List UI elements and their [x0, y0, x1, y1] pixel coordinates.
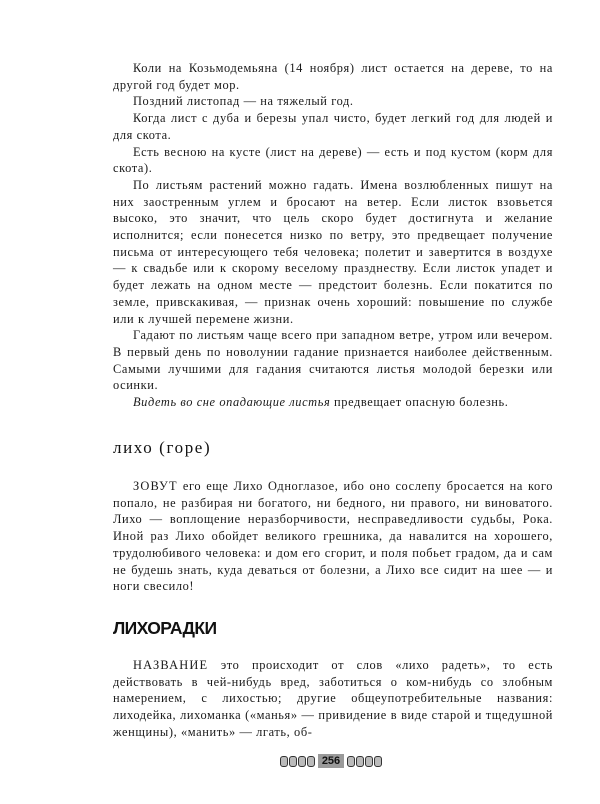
section-heading-likho: лихо (горе) [113, 438, 212, 457]
section-heading-likhoradki: ЛИХОРАДКИ [113, 618, 217, 638]
text-block-likhoradki [113, 657, 553, 741]
paragraph: Поздний листопад — на тяжелый год. [133, 94, 354, 109]
paragraph: Есть весною на кусте (лист на дереве) — есть и под кустом (корм для скота). [113, 144, 553, 176]
paragraph: Гадают по листьям чаще всего при западном ветре, утром или вечером. В первый день по новолунии гадание признается наиболее действенным. Самыми лучшими для гадания считаются листья молодой березки или осинки. [113, 328, 553, 393]
text-block-leaves [113, 60, 553, 411]
page-number-footer [271, 752, 391, 770]
page-number: 256 [318, 754, 344, 768]
paragraph: Коли на Козьмодемьяна (14 ноября) лист остается на дереве, то на другой год будет мор. [113, 61, 553, 92]
paragraph-text: его еще Лихо Одноглазое, ибо оно сослепу бросается на кого попало, не разбирая ни богатого, ни бедного, ни правого, ни виноватого. Лихо — воплощение неразборчивости, несправедливости судьбы, Рока. Иной раз Лихо обойдет великого грешника, да навалится на хорошего, трудолюбивого человека: и дом его сгорит, и поля побьет градом, да и сам не будешь знать, куда деваться от болезни, а Лихо все сидит на шее — и ноги свесило! [113, 479, 553, 594]
paragraph [113, 478, 553, 595]
paragraph-text: это происходит от слов «лихо радеть», то есть действовать в чей-нибудь вред, заботиться о ком-нибудь со злобным намерением, с лихостью; другие общеупотребительные названия: лиходейка, лихоманка («манья» — привидение в виде старой и тщедушной женщины), «манить» — лгать, об- [113, 658, 553, 739]
lead-word: НАЗВАНИЕ [133, 658, 209, 672]
paragraph [113, 394, 553, 411]
ornament-right-icon [347, 756, 382, 767]
paragraph-text: предвещает опасную болезнь. [330, 395, 509, 410]
italic-phrase: Видеть во сне опадающие листья [133, 395, 331, 410]
ornament-left-icon [280, 756, 315, 767]
paragraph: По листьям растений можно гадать. Имена возлюбленных пишут на них заостренным углем и бросают на ветер. Если листок взовьется высоко, это значит, что цель скоро будет достигнута и желание исполнится; если понесется низко по ветру, это предвещает получение письма от интересующего тебя человека; полетит и завертится в воздухе — к свадьбе или к скорому веселому празднеству. Если листок упадет и будет лежать на одном месте — предстоит болезнь. Если покатится по земле, привскакивая, — признак очень хороший: повышение по службе или к лучшей перемене жизни. [113, 177, 553, 326]
paragraph: Когда лист с дуба и березы упал чисто, будет легкий год для людей и для скота. [113, 111, 553, 142]
text-block-likho [113, 478, 553, 595]
paragraph [113, 657, 553, 741]
lead-word: ЗОВУТ [133, 479, 178, 493]
